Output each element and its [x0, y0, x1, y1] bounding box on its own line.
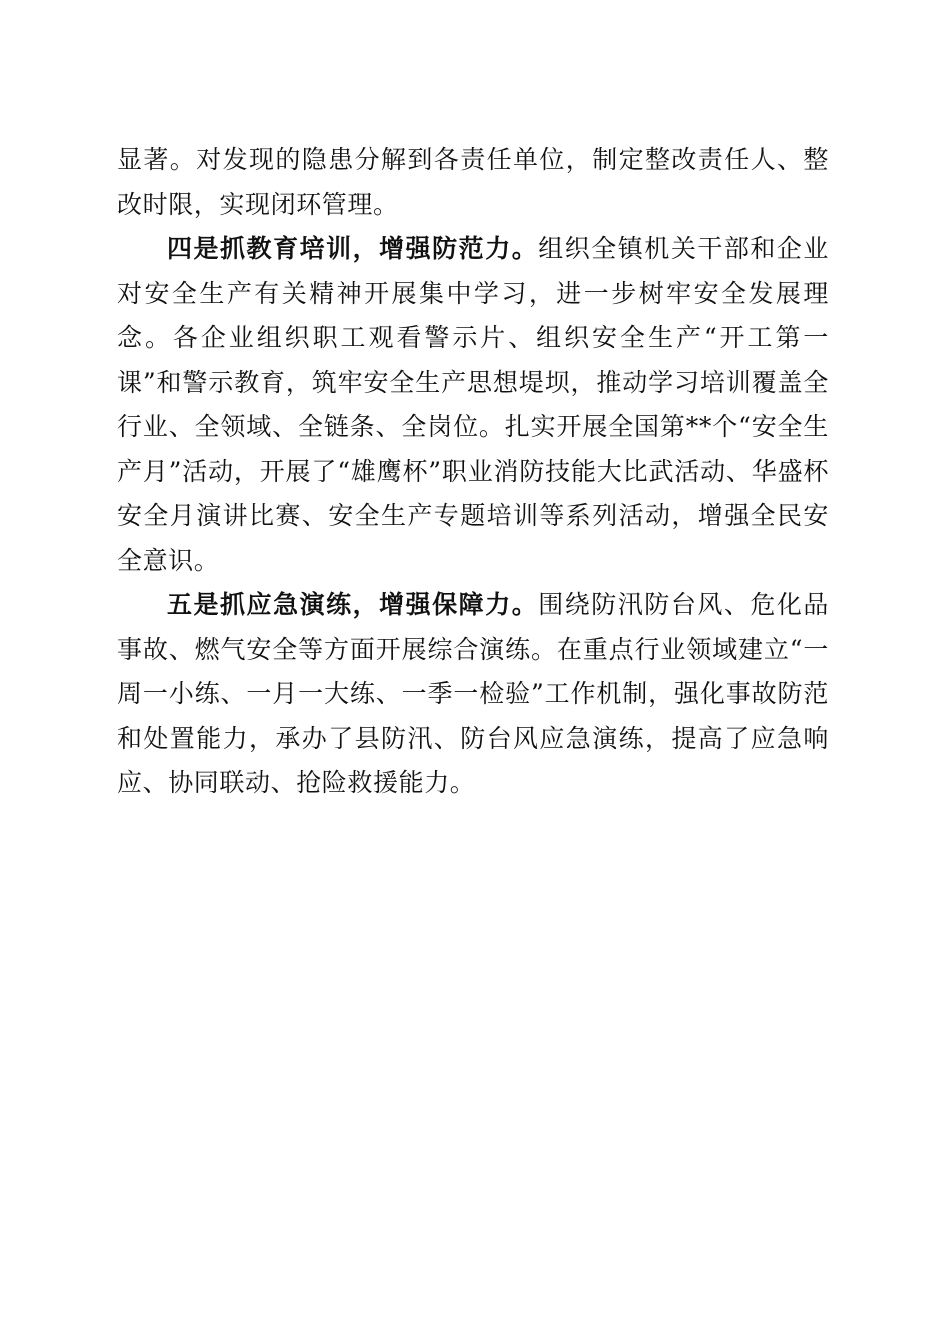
paragraph-education-training	[117, 227, 829, 583]
paragraph-lead: 四是抓教育培训，增强防范力。	[167, 234, 539, 263]
paragraph-emergency-drill	[117, 583, 829, 806]
paragraph-text: 围绕防汛防台风、危化品事故、燃气安全等方面开展综合演练。在重点行业领域建立“一周一小练、一月一大练、一季一检验”工作机制，强化事故防范和处置能力，承办了县防汛、防台风应急演练，提高了应急响应、协同联动、抢险救援能力。	[117, 590, 829, 797]
paragraph-continuation	[117, 138, 829, 227]
document-body	[117, 138, 829, 806]
paragraph-text: 显著。对发现的隐患分解到各责任单位，制定整改责任人、整改时限，实现闭环管理。	[117, 145, 829, 219]
paragraph-text: 组织全镇机关干部和企业对安全生产有关精神开展集中学习，进一步树牢安全发展理念。各企业组织职工观看警示片、组织安全生产“开工第一课”和警示教育，筑牢安全生产思想堤坝，推动学习培训覆盖全行业、全领域、全链条、全岗位。扎实开展全国第**个“安全生产月”活动，开展了“雄鹰杯”职业消防技能大比武活动、华盛杯安全月演讲比赛、安全生产专题培训等系列活动，增强全民安全意识。	[117, 234, 829, 575]
paragraph-lead: 五是抓应急演练，增强保障力。	[167, 590, 539, 619]
